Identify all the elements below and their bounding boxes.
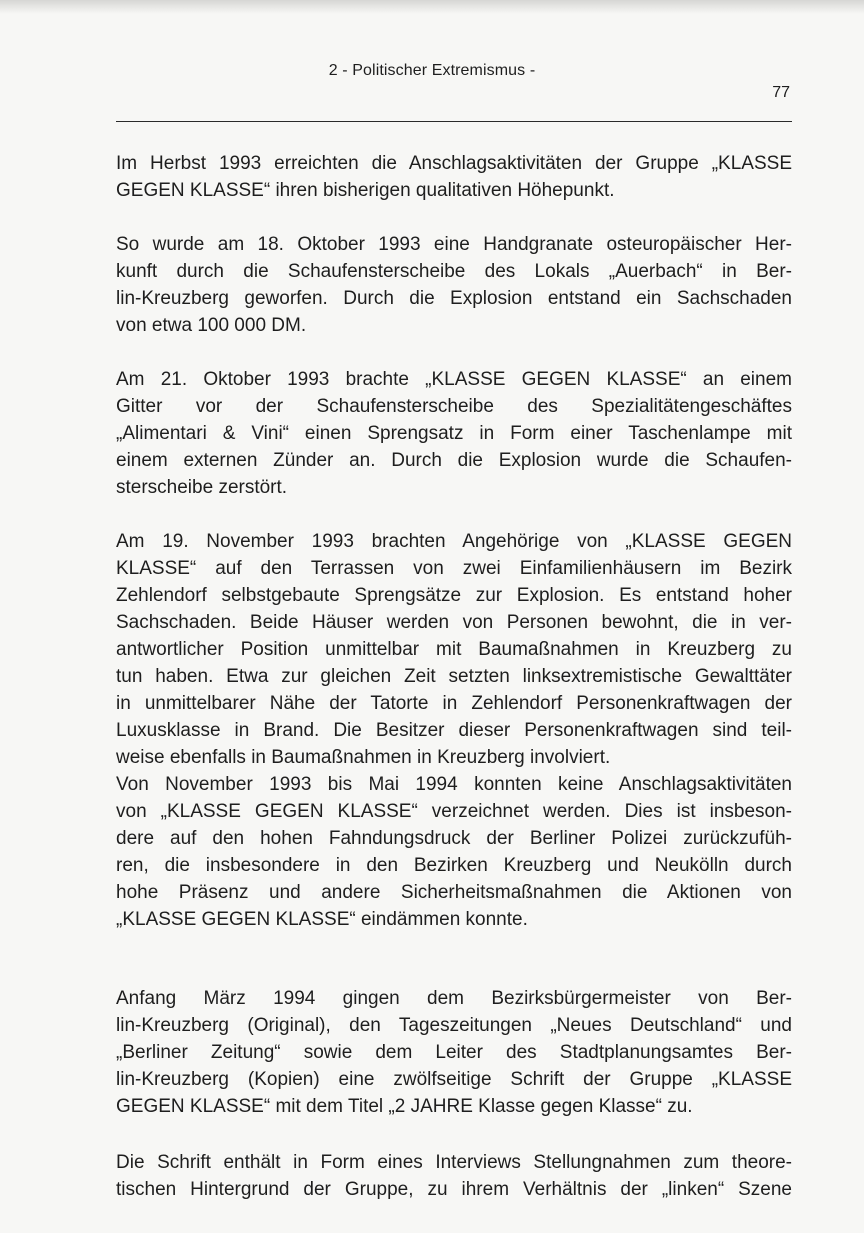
- text-line: Die Schrift enthält in Form eines Interviews Stellungnahmen zum theore-: [116, 1152, 792, 1173]
- text-line: „Berliner Zeitung“ sowie dem Leiter des Stadtplanungsamtes Ber-: [116, 1042, 792, 1063]
- running-header: 2 - Politischer Extremismus -: [328, 62, 536, 79]
- text-line: lin-Kreuzberg (Kopien) eine zwölfseitige Schrift der Gruppe „KLASSE: [116, 1069, 792, 1090]
- text-line: Anfang März 1994 gingen dem Bezirksbürgermeister von Ber-: [116, 988, 792, 1009]
- text-line: sterscheibe zerstört.: [116, 477, 288, 498]
- text-line: ren, die insbesondere in den Bezirken Kreuzberg und Neukölln durch: [116, 855, 792, 876]
- paragraph-5: [116, 771, 792, 933]
- text-line: antwortlicher Position unmittelbar mit Baumaßnahmen in Kreuzberg zu: [116, 639, 792, 660]
- text-line: hohe Präsenz und andere Sicherheitsmaßnahmen die Aktionen von: [116, 882, 792, 903]
- text-line: dere auf den hohen Fahndungsdruck der Berliner Polizei zurückzufüh-: [116, 828, 792, 849]
- text-line: Sachschaden. Beide Häuser werden von Personen bewohnt, die in ver-: [116, 612, 792, 633]
- paragraph-3: [116, 366, 792, 501]
- text-line: einem externen Zünder an. Durch die Explosion wurde die Schaufen-: [116, 450, 792, 471]
- paragraph-1: [116, 150, 792, 204]
- text-line: Am 19. November 1993 brachten Angehörige von „KLASSE GEGEN: [116, 531, 792, 552]
- paragraph-2: [116, 231, 792, 339]
- text-line: „Alimentari & Vini“ einen Sprengsatz in Form einer Taschenlampe mit: [116, 423, 792, 444]
- text-line: GEGEN KLASSE“ mit dem Titel „2 JAHRE Klasse gegen Klasse“ zu.: [116, 1096, 693, 1117]
- text-line: von etwa 100 000 DM.: [116, 315, 307, 336]
- page-number: 77: [772, 84, 790, 101]
- text-line: Im Herbst 1993 erreichten die Anschlagsaktivitäten der Gruppe „KLASSE: [116, 153, 792, 174]
- header-rule: [116, 121, 792, 122]
- paragraph-7: [116, 1149, 792, 1203]
- text-line: Luxusklasse in Brand. Die Besitzer dieser Personenkraftwagen sind teil-: [116, 720, 792, 741]
- text-line: Zehlendorf selbstgebaute Sprengsätze zur Explosion. Es entstand hoher: [116, 585, 792, 606]
- text-line: weise ebenfalls in Baumaßnahmen in Kreuzberg involviert.: [116, 747, 611, 768]
- text-line: Am 21. Oktober 1993 brachte „KLASSE GEGEN KLASSE“ an einem: [116, 369, 792, 390]
- text-line: kunft durch die Schaufensterscheibe des Lokals „Auerbach“ in Ber-: [116, 261, 792, 282]
- scan-edge-shadow: [0, 0, 864, 14]
- text-line: tun haben. Etwa zur gleichen Zeit setzten linksextremistische Gewalttäter: [116, 666, 792, 687]
- text-line: in unmittelbarer Nähe der Tatorte in Zehlendorf Personenkraftwagen der: [116, 693, 792, 714]
- text-line: lin-Kreuzberg geworfen. Durch die Explosion entstand ein Sachschaden: [116, 288, 792, 309]
- text-line: Gitter vor der Schaufensterscheibe des Spezialitätengeschäftes: [116, 396, 792, 417]
- text-line: So wurde am 18. Oktober 1993 eine Handgranate osteuropäischer Her-: [116, 234, 792, 255]
- paragraph-6: [116, 985, 792, 1120]
- paragraph-4: [116, 528, 792, 933]
- text-line: GEGEN KLASSE“ ihren bisherigen qualitativen Höhepunkt.: [116, 180, 615, 201]
- text-line: „KLASSE GEGEN KLASSE“ eindämmen konnte.: [116, 909, 528, 930]
- text-line: Von November 1993 bis Mai 1994 konnten keine Anschlagsaktivitäten: [116, 774, 792, 795]
- text-line: tischen Hintergrund der Gruppe, zu ihrem Verhältnis der „linken“ Szene: [116, 1179, 792, 1200]
- text-line: lin-Kreuzberg (Original), den Tageszeitungen „Neues Deutschland“ und: [116, 1015, 792, 1036]
- text-line: KLASSE“ auf den Terrassen von zwei Einfamilienhäusern im Bezirk: [116, 558, 792, 579]
- text-line: von „KLASSE GEGEN KLASSE“ verzeichnet werden. Dies ist insbeson-: [116, 801, 792, 822]
